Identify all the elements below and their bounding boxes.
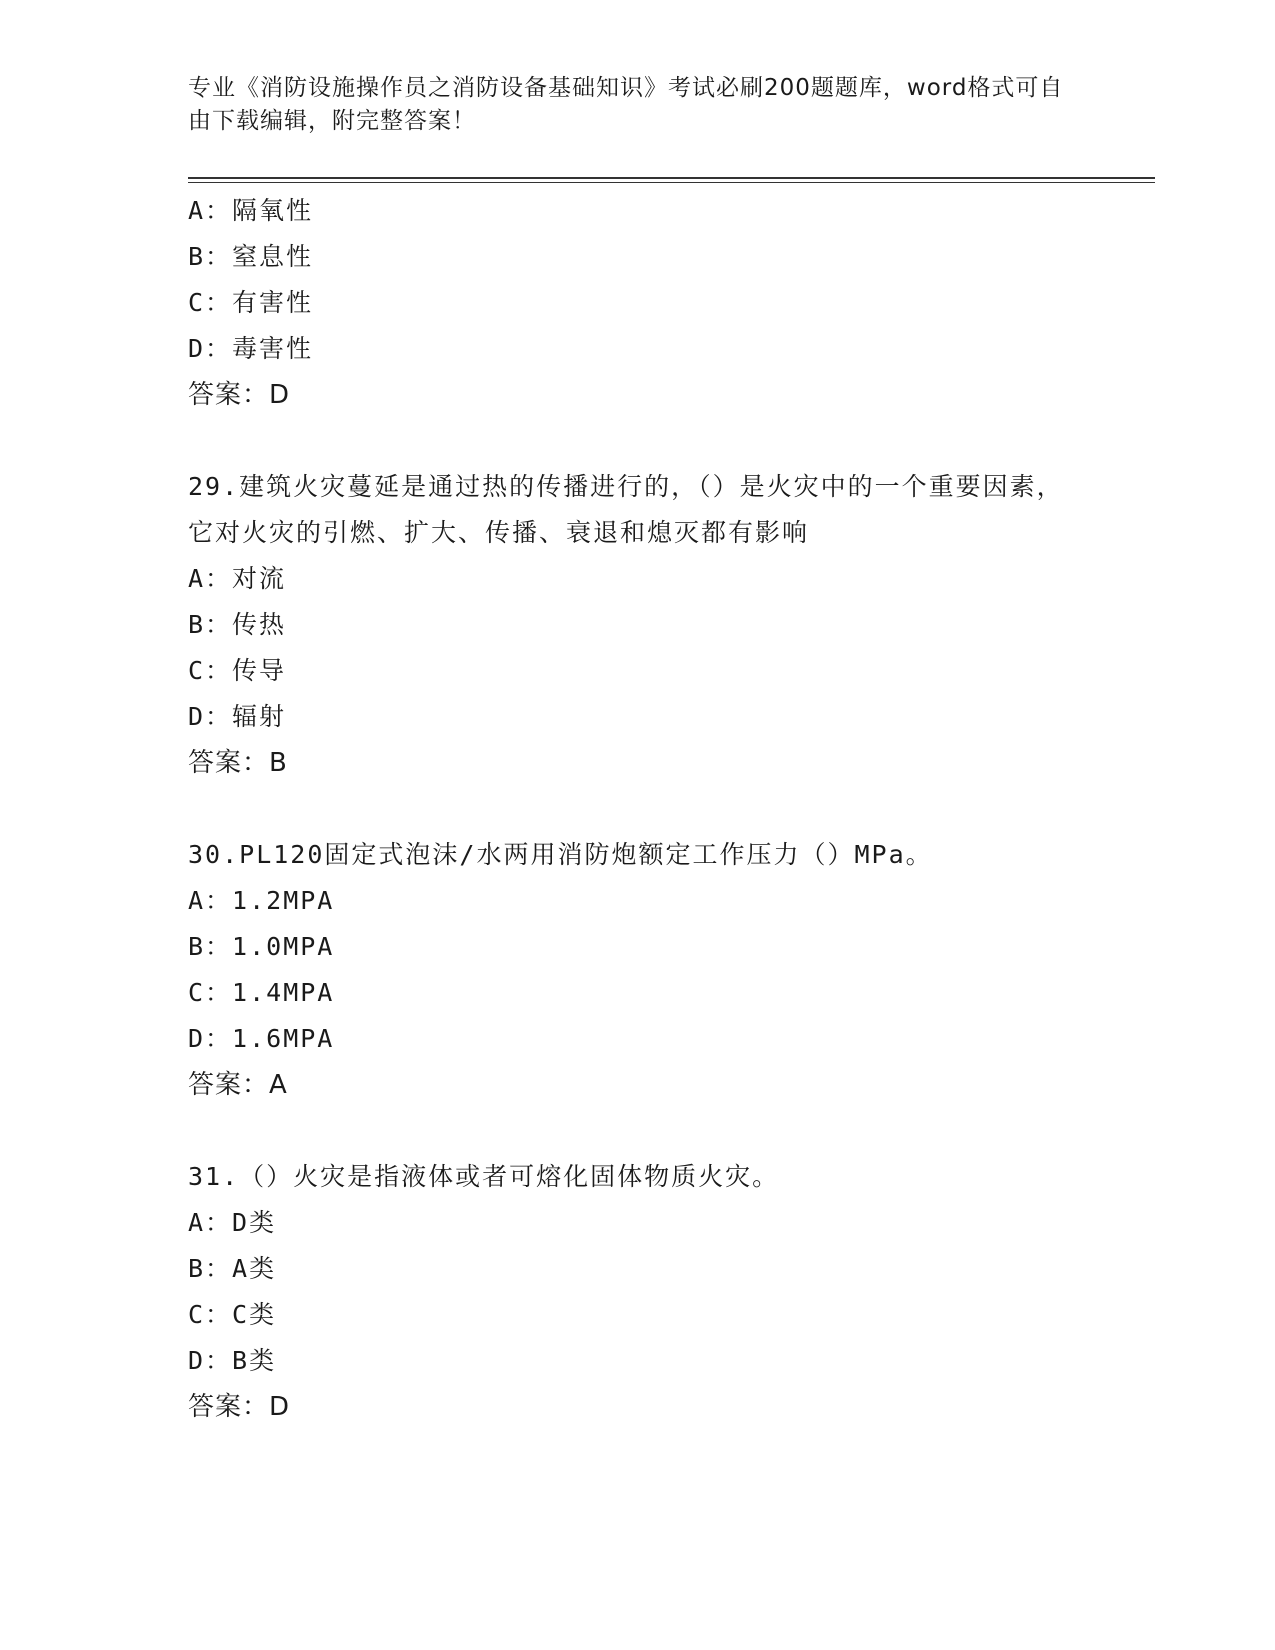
question-block-30 <box>188 832 1088 1108</box>
option-b: B：A类 <box>188 1254 277 1283</box>
option-a: A：1.2MPA <box>188 886 335 915</box>
option-b: B：1.0MPA <box>188 932 335 961</box>
answer-line: 答案：A <box>188 1070 288 1100</box>
answer-line: 答案：D <box>188 380 291 410</box>
option-d: D：辐射 <box>188 702 287 731</box>
option-c: C：1.4MPA <box>188 978 335 1007</box>
option-d: D：毒害性 <box>188 334 314 363</box>
answer-line: 答案：B <box>188 748 288 778</box>
question-stem: 30.PL120固定式泡沫/水两用消防炮额定工作压力（）MPa。 <box>188 840 933 869</box>
question-block-partial <box>188 188 1088 418</box>
option-c: C：传导 <box>188 656 287 685</box>
question-block-31 <box>188 1154 1088 1430</box>
question-stem: 31.（）火灾是指液体或者可熔化固体物质火灾。 <box>188 1162 780 1191</box>
spacer <box>188 418 1088 464</box>
option-c: C：C类 <box>188 1300 277 1329</box>
spacer <box>188 1108 1088 1154</box>
option-c: C：有害性 <box>188 288 314 317</box>
option-a: A：隔氧性 <box>188 196 314 225</box>
header-divider-thick <box>188 177 1155 179</box>
question-list <box>188 188 1088 1430</box>
question-stem: 29.建筑火灾蔓延是通过热的传播进行的，（）是火灾中的一个重要因素，它对火灾的引燃、扩大、传播、衰退和熄灭都有影响 <box>188 472 1064 547</box>
option-d: D：B类 <box>188 1346 277 1375</box>
answer-line: 答案：D <box>188 1392 291 1422</box>
option-d: D：1.6MPA <box>188 1024 335 1053</box>
option-b: B：窒息性 <box>188 242 314 271</box>
option-a: A：对流 <box>188 564 287 593</box>
option-a: A：D类 <box>188 1208 277 1237</box>
option-b: B：传热 <box>188 610 287 639</box>
page-header-title: 专业《消防设施操作员之消防设备基础知识》考试必刷200题题库，word格式可自由下载编辑，附完整答案！ <box>188 75 1064 134</box>
question-block-29 <box>188 464 1088 786</box>
header-divider-thin <box>188 182 1155 183</box>
spacer <box>188 786 1088 832</box>
